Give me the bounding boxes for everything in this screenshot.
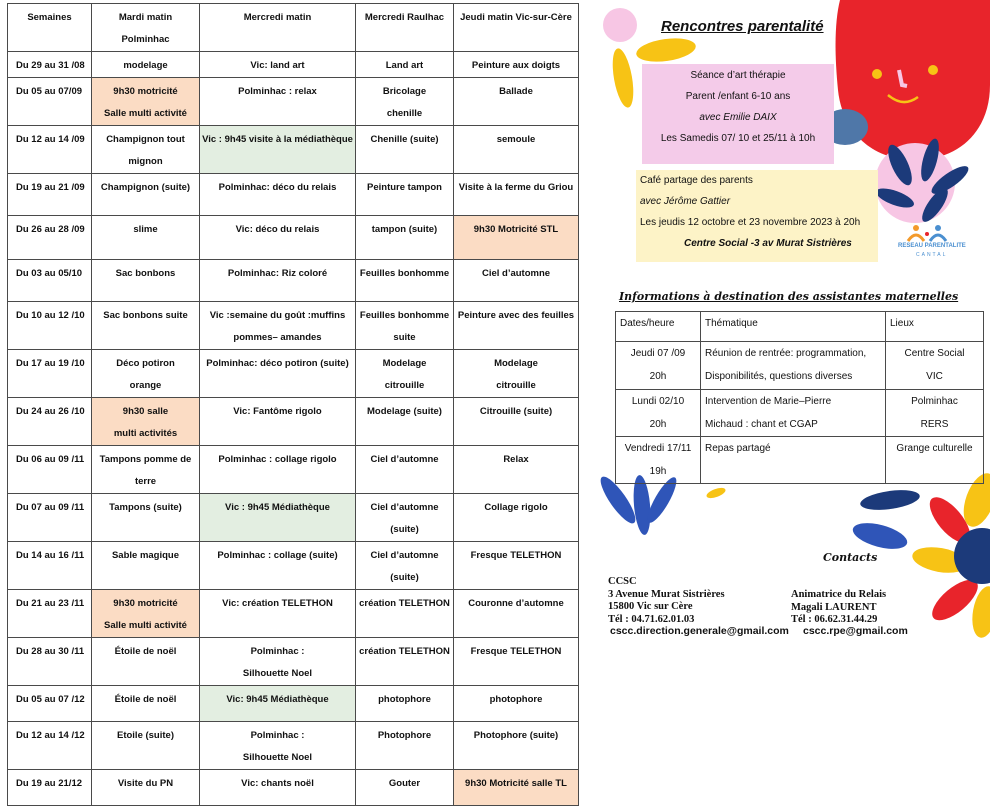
schedule-row xyxy=(8,542,579,590)
schedule-row xyxy=(8,398,579,446)
cafe-line-2: avec Jérôme Gattier xyxy=(640,196,731,207)
schedule-row xyxy=(8,638,579,686)
activity-cell: 9h30 motricité Salle multi activité xyxy=(92,78,200,126)
activity-cell: Peinture aux doigts xyxy=(454,52,579,78)
info-row xyxy=(616,390,984,437)
activity-cell: création TELETHON xyxy=(356,590,454,638)
info-place-cell: Centre Social VIC xyxy=(886,342,984,390)
header-mercredi-raulhac: Mercredi Raulhac xyxy=(356,4,454,52)
info-theme-cell: Réunion de rentrée: programmation, Disponibilités, questions diverses xyxy=(701,342,886,390)
activity-cell: Vic : 9h45 Médiathèque xyxy=(200,494,356,542)
activity-cell: Couronne d’automne xyxy=(454,590,579,638)
relais-role: Animatrice du Relais xyxy=(791,589,887,600)
info-date-cell: Jeudi 07 /09 20h xyxy=(616,342,701,390)
week-cell: Du 19 au 21 /09 xyxy=(8,174,92,216)
ccsc-contact xyxy=(608,576,725,626)
activity-cell: Ciel d’automne xyxy=(356,446,454,494)
activity-cell: Ciel d’automne xyxy=(454,260,579,302)
activity-cell: Vic: déco du relais xyxy=(200,216,356,260)
ccsc-email[interactable]: cscc.direction.generale@gmail.com xyxy=(610,625,789,637)
schedule-row xyxy=(8,722,579,770)
activity-cell: Vic :semaine du goût :muffins pommes– amandes xyxy=(200,302,356,350)
schedule-row xyxy=(8,302,579,350)
activity-schedule-table xyxy=(7,3,579,806)
activity-cell: Relax xyxy=(454,446,579,494)
activity-cell: Visite à la ferme du Griou xyxy=(454,174,579,216)
schedule-row xyxy=(8,52,579,78)
activity-cell: Polminhac : relax xyxy=(200,78,356,126)
week-cell: Du 17 au 19 /10 xyxy=(8,350,92,398)
activity-cell: Ciel d’automne (suite) xyxy=(356,542,454,590)
header-mardi: Mardi matin Polminhac xyxy=(92,4,200,52)
ccsc-address-1: 3 Avenue Murat Sistrières xyxy=(608,588,725,600)
activity-cell: Polminhac : Silhouette Noel xyxy=(200,722,356,770)
activity-cell: Feuilles bonhomme xyxy=(356,260,454,302)
rencontres-title: Rencontres parentalité xyxy=(661,18,824,35)
week-cell: Du 12 au 14 /09 xyxy=(8,126,92,174)
activity-cell: Polminhac : collage (suite) xyxy=(200,542,356,590)
week-cell: Du 24 au 26 /10 xyxy=(8,398,92,446)
info-row xyxy=(616,342,984,390)
activity-cell: Peinture tampon xyxy=(356,174,454,216)
activity-cell: photophore xyxy=(454,686,579,722)
schedule-row xyxy=(8,216,579,260)
relais-name: Magali LAURENT xyxy=(791,601,877,613)
activity-cell: Etoile (suite) xyxy=(92,722,200,770)
header-mercredi-matin: Mercredi matin xyxy=(200,4,356,52)
schedule-row xyxy=(8,494,579,542)
logo-subtext: CANTAL xyxy=(916,252,948,258)
activity-cell: tampon (suite) xyxy=(356,216,454,260)
cafe-line-1: Café partage des parents xyxy=(640,175,753,186)
week-cell: Du 14 au 16 /11 xyxy=(8,542,92,590)
activity-cell: Modelage (suite) xyxy=(356,398,454,446)
activity-cell: 9h30 Motricité salle TL xyxy=(454,770,579,806)
info-header-date: Dates/heure xyxy=(616,312,701,342)
schedule-row xyxy=(8,770,579,806)
activity-cell: Citrouille (suite) xyxy=(454,398,579,446)
info-date-cell: Vendredi 17/11 19h xyxy=(616,437,701,484)
activity-cell: Vic: land art xyxy=(200,52,356,78)
activity-cell: Vic: chants noël xyxy=(200,770,356,806)
week-cell: Du 19 au 21/12 xyxy=(8,770,92,806)
activity-cell: Tampons pomme de terre xyxy=(92,446,200,494)
info-date-cell: Lundi 02/10 20h xyxy=(616,390,701,437)
schedule-row xyxy=(8,174,579,216)
schedule-header-row xyxy=(8,4,579,52)
activity-cell: slime xyxy=(92,216,200,260)
activity-cell: Visite du PN xyxy=(92,770,200,806)
week-cell: Du 06 au 09 /11 xyxy=(8,446,92,494)
activity-cell: Polminhac: déco potiron (suite) xyxy=(200,350,356,398)
activity-cell: Sac bonbons suite xyxy=(92,302,200,350)
header-semaines: Semaines xyxy=(8,4,92,52)
activity-cell: Gouter xyxy=(356,770,454,806)
activity-cell: Photophore (suite) xyxy=(454,722,579,770)
activity-cell: Polminhac: Riz coloré xyxy=(200,260,356,302)
info-header-place: Lieux xyxy=(886,312,984,342)
relais-email[interactable]: cscc.rpe@gmail.com xyxy=(803,625,908,637)
activity-cell: Déco potiron orange xyxy=(92,350,200,398)
schedule-row xyxy=(8,350,579,398)
ccsc-name: CCSC xyxy=(608,576,637,587)
info-theme-cell: Intervention de Marie–Pierre Michaud : chant et CGAP xyxy=(701,390,886,437)
logo-text: RESEAU PARENTALITE xyxy=(898,243,966,249)
info-row xyxy=(616,437,984,484)
info-place-cell: Grange culturelle xyxy=(886,437,984,484)
activity-cell: Chenille (suite) xyxy=(356,126,454,174)
week-cell: Du 10 au 12 /10 xyxy=(8,302,92,350)
week-cell: Du 12 au 14 /12 xyxy=(8,722,92,770)
activity-cell: Ciel d’automne (suite) xyxy=(356,494,454,542)
header-jeudi: Jeudi matin Vic-sur-Cère xyxy=(454,4,579,52)
logo-figures-icon xyxy=(894,223,970,245)
ccsc-address-2: 15800 Vic sur Cère xyxy=(608,601,693,612)
week-cell: Du 05 au 07/09 xyxy=(8,78,92,126)
activity-cell: Vic: Fantôme rigolo xyxy=(200,398,356,446)
activity-cell: 9h30 salle multi activités xyxy=(92,398,200,446)
schedule-row xyxy=(8,78,579,126)
activity-cell: Tampons (suite) xyxy=(92,494,200,542)
activity-cell: Étoile de noël xyxy=(92,686,200,722)
activity-cell: semoule xyxy=(454,126,579,174)
activity-cell: photophore xyxy=(356,686,454,722)
activity-cell: Modelage citrouille xyxy=(356,350,454,398)
week-cell: Du 28 au 30 /11 xyxy=(8,638,92,686)
activity-cell: 9h30 motricité Salle multi activité xyxy=(92,590,200,638)
activity-cell: Land art xyxy=(356,52,454,78)
schedule-row xyxy=(8,126,579,174)
art-line-4: Les Samedis 07/ 10 et 25/11 à 10h xyxy=(660,133,816,144)
week-cell: Du 21 au 23 /11 xyxy=(8,590,92,638)
activity-cell: Polminhac: déco du relais xyxy=(200,174,356,216)
activity-cell: Champignon tout mignon xyxy=(92,126,200,174)
activity-cell: Bricolage chenille xyxy=(356,78,454,126)
week-cell: Du 05 au 07 /12 xyxy=(8,686,92,722)
activity-cell: Vic : 9h45 visite à la médiathèque xyxy=(200,126,356,174)
art-line-1: Séance d’art thérapie xyxy=(690,70,786,81)
week-cell: Du 03 au 05/10 xyxy=(8,260,92,302)
info-theme-cell: Repas partagé xyxy=(701,437,886,484)
week-cell: Du 29 au 31 /08 xyxy=(8,52,92,78)
cafe-line-3: Les jeudis 12 octobre et 23 novembre 2023 à 20h xyxy=(640,217,861,228)
schedule-row xyxy=(8,590,579,638)
info-header-row xyxy=(616,312,984,342)
activity-cell: Sable magique xyxy=(92,542,200,590)
activity-cell: Collage rigolo xyxy=(454,494,579,542)
cafe-block xyxy=(636,170,878,262)
activity-cell: Peinture avec des feuilles xyxy=(454,302,579,350)
info-place-cell: Polminhac RERS xyxy=(886,390,984,437)
activity-cell: Modelage citrouille xyxy=(454,350,579,398)
activity-cell: Polminhac : Silhouette Noel xyxy=(200,638,356,686)
activity-cell: Polminhac : collage rigolo xyxy=(200,446,356,494)
activity-cell: Photophore xyxy=(356,722,454,770)
info-header-theme: Thématique xyxy=(701,312,886,342)
relais-tel: Tél : 06.62.31.44.29 xyxy=(791,614,878,625)
activity-cell: Fresque TELETHON xyxy=(454,638,579,686)
activity-cell: Ballade xyxy=(454,78,579,126)
activity-cell: Champignon (suite) xyxy=(92,174,200,216)
info-title: Informations à destination des assistantes maternelles xyxy=(619,290,959,303)
activity-cell: 9h30 Motricité STL xyxy=(454,216,579,260)
cafe-line-4: Centre Social -3 av Murat Sistrières xyxy=(684,238,852,249)
art-line-2: Parent /enfant 6-10 ans xyxy=(685,91,791,102)
art-therapy-block xyxy=(642,64,834,164)
schedule-row xyxy=(8,446,579,494)
activity-cell: modelage xyxy=(92,52,200,78)
contacts-title: Contacts xyxy=(823,551,878,564)
week-cell: Du 26 au 28 /09 xyxy=(8,216,92,260)
activity-cell: Vic: création TELETHON xyxy=(200,590,356,638)
activity-cell: Fresque TELETHON xyxy=(454,542,579,590)
schedule-row xyxy=(8,260,579,302)
activity-cell: Vic: 9h45 Médiathèque xyxy=(200,686,356,722)
ccsc-tel: Tél : 04.71.62.01.03 xyxy=(608,613,695,625)
relais-contact xyxy=(791,589,886,627)
activity-cell: Sac bonbons xyxy=(92,260,200,302)
activity-cell: Étoile de noël xyxy=(92,638,200,686)
schedule-row xyxy=(8,686,579,722)
activity-cell: Feuilles bonhomme suite xyxy=(356,302,454,350)
assistantes-info-table xyxy=(615,311,984,484)
activity-cell: création TELETHON xyxy=(356,638,454,686)
reseau-parentalite-logo xyxy=(894,223,970,263)
art-line-3: avec Emilie DAIX xyxy=(699,112,777,123)
week-cell: Du 07 au 09 /11 xyxy=(8,494,92,542)
